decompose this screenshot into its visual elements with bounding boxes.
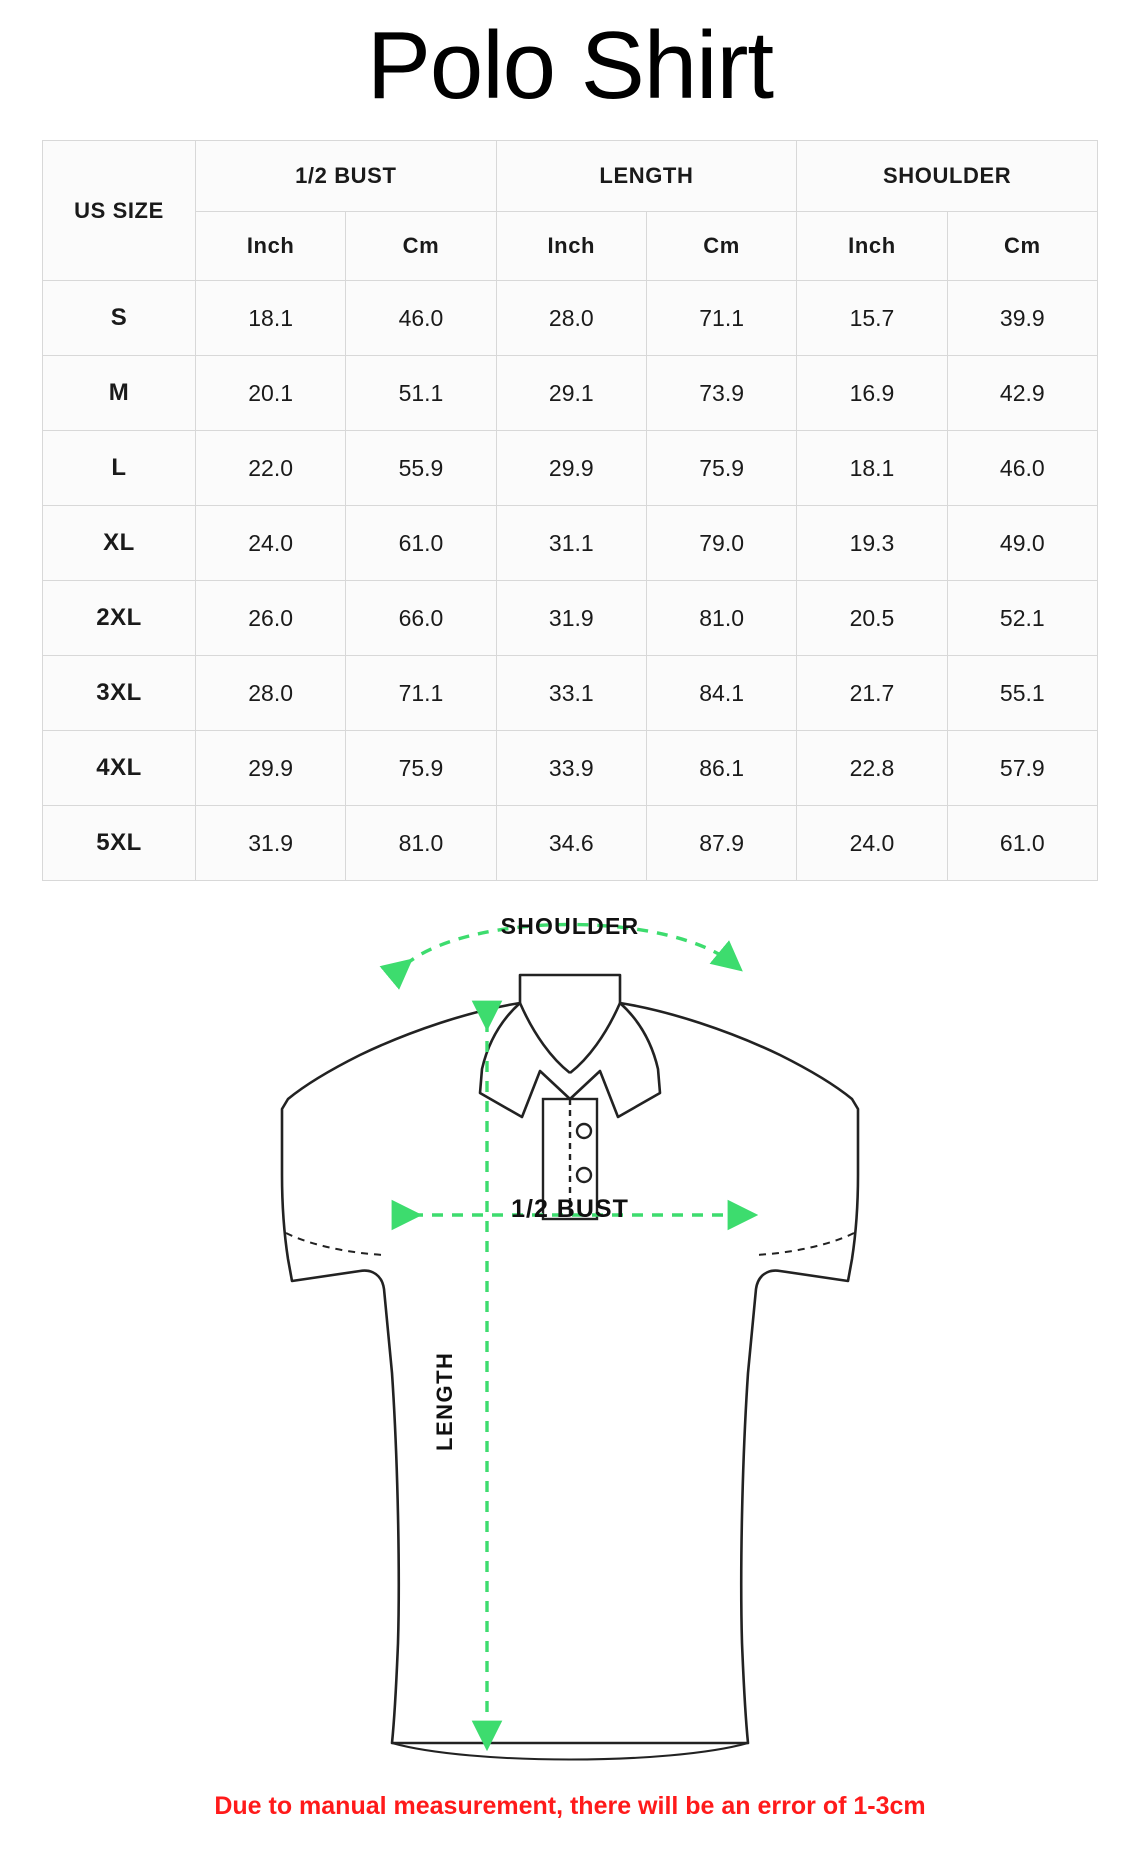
measurement-disclaimer: Due to manual measurement, there will be an error of 1-3cm: [214, 1792, 926, 1820]
cell-length-cm: 73.9: [646, 356, 796, 431]
bottom-hem: [392, 1743, 748, 1760]
unit-shoulder-cm: Cm: [947, 212, 1097, 281]
collar: [480, 975, 660, 1117]
cell-length-inch: 31.1: [496, 506, 646, 581]
table-body: [43, 281, 1098, 881]
unit-shoulder-inch: Inch: [797, 212, 947, 281]
table-header-groups: [43, 141, 1098, 212]
cell-length-cm: 84.1: [646, 656, 796, 731]
cell-shoulder-cm: 42.9: [947, 356, 1097, 431]
cell-shoulder-cm: 39.9: [947, 281, 1097, 356]
cell-bust-cm: 61.0: [346, 506, 496, 581]
cell-shoulder-cm: 57.9: [947, 731, 1097, 806]
cell-bust-inch: 22.0: [195, 431, 345, 506]
size-table: [42, 140, 1098, 881]
cell-bust-cm: 66.0: [346, 581, 496, 656]
row-size-label: 4XL: [43, 731, 196, 806]
cell-shoulder-inch: 16.9: [797, 356, 947, 431]
shoulder-dimension-label: SHOULDER: [500, 913, 640, 939]
cell-shoulder-cm: 49.0: [947, 506, 1097, 581]
cell-shoulder-inch: 19.3: [797, 506, 947, 581]
cell-length-cm: 75.9: [646, 431, 796, 506]
cell-shoulder-inch: 18.1: [797, 431, 947, 506]
cell-bust-inch: 26.0: [195, 581, 345, 656]
polo-shirt-illustration: [0, 903, 1140, 1763]
cell-length-inch: 29.9: [496, 431, 646, 506]
cell-bust-cm: 71.1: [346, 656, 496, 731]
cell-shoulder-inch: 15.7: [797, 281, 947, 356]
cell-length-inch: 33.1: [496, 656, 646, 731]
header-shoulder: SHOULDER: [797, 141, 1098, 212]
cell-shoulder-inch: 22.8: [797, 731, 947, 806]
cell-bust-inch: 20.1: [195, 356, 345, 431]
table-row: [43, 581, 1098, 656]
page-title: Polo Shirt: [366, 12, 774, 119]
row-size-label: L: [43, 431, 196, 506]
row-size-label: M: [43, 356, 196, 431]
cell-bust-cm: 55.9: [346, 431, 496, 506]
measurement-diagram: [0, 903, 1140, 1763]
table-row: [43, 356, 1098, 431]
table-row: [43, 806, 1098, 881]
cell-length-inch: 28.0: [496, 281, 646, 356]
cell-shoulder-inch: 20.5: [797, 581, 947, 656]
cell-length-cm: 86.1: [646, 731, 796, 806]
table-row: [43, 506, 1098, 581]
cell-shoulder-cm: 52.1: [947, 581, 1097, 656]
table-header-units: [43, 212, 1098, 281]
cell-bust-inch: 24.0: [195, 506, 345, 581]
bust-dimension-label: 1/2 BUST: [511, 1195, 629, 1223]
table-row: [43, 656, 1098, 731]
cell-bust-inch: 18.1: [195, 281, 345, 356]
cell-length-cm: 81.0: [646, 581, 796, 656]
cell-shoulder-cm: 55.1: [947, 656, 1097, 731]
header-length: LENGTH: [496, 141, 797, 212]
cell-length-cm: 87.9: [646, 806, 796, 881]
unit-bust-inch: Inch: [195, 212, 345, 281]
table-row: [43, 431, 1098, 506]
header-half-bust: 1/2 BUST: [195, 141, 496, 212]
unit-length-inch: Inch: [496, 212, 646, 281]
cell-bust-cm: 75.9: [346, 731, 496, 806]
cell-bust-inch: 31.9: [195, 806, 345, 881]
row-size-label: XL: [43, 506, 196, 581]
cell-length-inch: 29.1: [496, 356, 646, 431]
row-size-label: 2XL: [43, 581, 196, 656]
cell-length-inch: 33.9: [496, 731, 646, 806]
cell-bust-inch: 28.0: [195, 656, 345, 731]
row-size-label: 5XL: [43, 806, 196, 881]
cell-shoulder-inch: 24.0: [797, 806, 947, 881]
cell-length-inch: 34.6: [496, 806, 646, 881]
cell-bust-cm: 81.0: [346, 806, 496, 881]
cell-bust-cm: 46.0: [346, 281, 496, 356]
size-table-wrapper: [42, 140, 1098, 881]
row-size-label: 3XL: [43, 656, 196, 731]
cell-length-cm: 71.1: [646, 281, 796, 356]
cell-shoulder-cm: 61.0: [947, 806, 1097, 881]
cell-shoulder-inch: 21.7: [797, 656, 947, 731]
unit-length-cm: Cm: [646, 212, 796, 281]
length-dimension-label: LENGTH: [432, 1351, 457, 1451]
unit-bust-cm: Cm: [346, 212, 496, 281]
header-us-size: US SIZE: [43, 141, 196, 281]
cell-length-inch: 31.9: [496, 581, 646, 656]
table-row: [43, 731, 1098, 806]
table-row: [43, 281, 1098, 356]
cell-length-cm: 79.0: [646, 506, 796, 581]
cell-shoulder-cm: 46.0: [947, 431, 1097, 506]
row-size-label: S: [43, 281, 196, 356]
cell-bust-cm: 51.1: [346, 356, 496, 431]
cell-bust-inch: 29.9: [195, 731, 345, 806]
